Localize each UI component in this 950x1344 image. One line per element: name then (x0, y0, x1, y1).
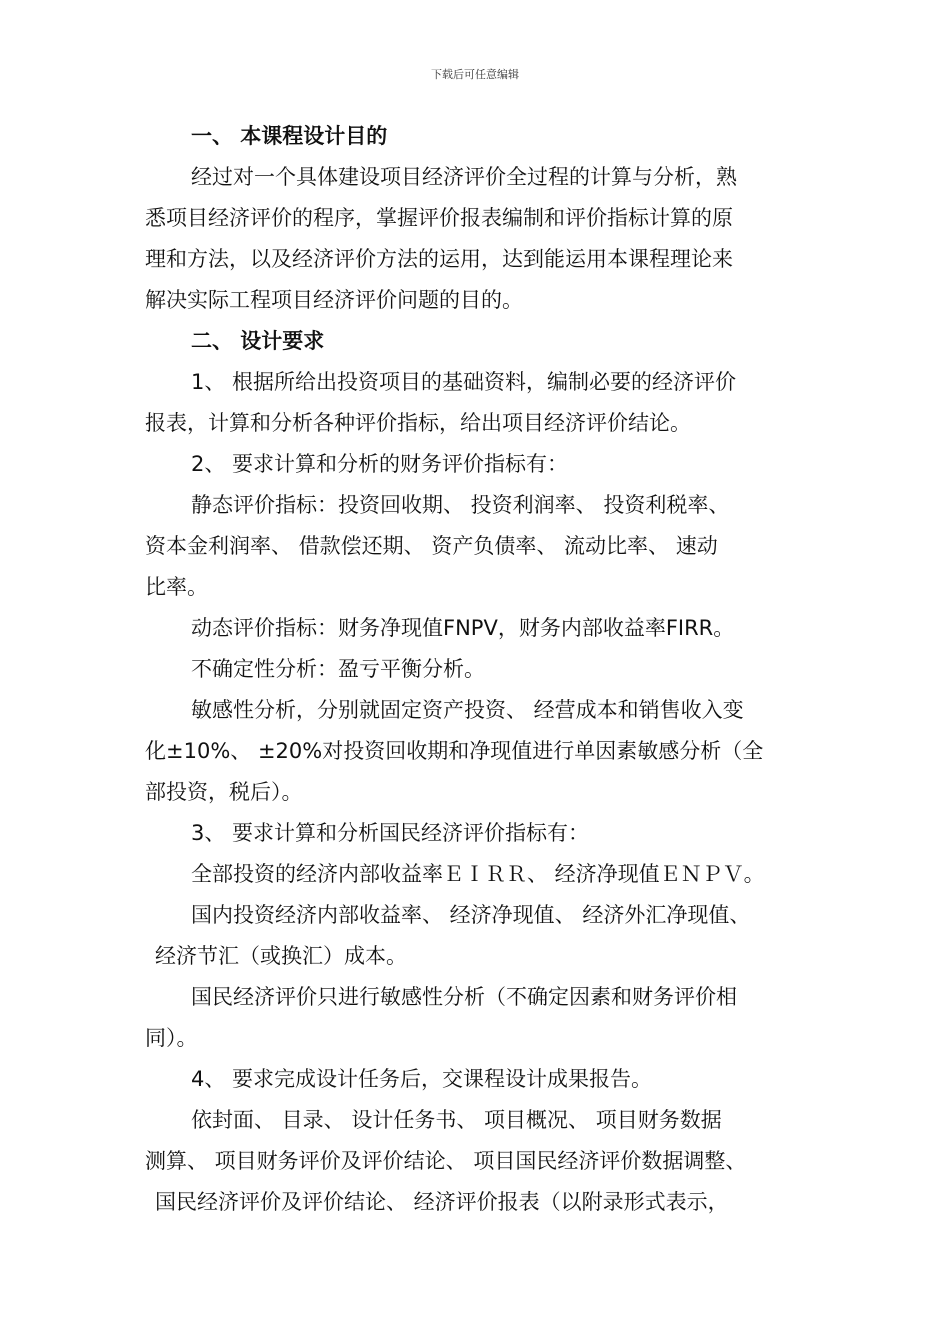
paragraph-line: 比率。 (145, 575, 208, 599)
paragraph-line: 国民经济评价只进行敏感性分析（不确定因素和财务评价相 (191, 985, 737, 1009)
document-body (145, 116, 825, 1223)
paragraph-line: 理和方法，以及经济评价方法的运用，达到能运用本课程理论来 (145, 247, 733, 271)
paragraph-line: 静态评价指标：投资回收期、 投资利润率、 投资利税率、 (191, 493, 730, 517)
paragraph-line: 全部投资的经济内部收益率ＥＩＲＲ、 经济净现值ＥＮＰＶ。 (191, 862, 765, 886)
list-item-2: 2、 要求计算和分析的财务评价指标有： (191, 452, 569, 476)
paragraph-line: 测算、 项目财务评价及评价结论、 项目国民经济评价数据调整、 (145, 1149, 747, 1173)
paragraph-line: 部投资，税后）。 (145, 780, 303, 804)
paragraph-line: 经济节汇（或换汇）成本。 (155, 944, 407, 968)
paragraph-line: 国民经济评价及评价结论、 经济评价报表（以附录形式表示， (155, 1190, 729, 1214)
list-item-1: 1、 根据所给出投资项目的基础资料，编制必要的经济评价 (191, 370, 737, 394)
list-item-3: 3、 要求计算和分析国民经济评价指标有： (191, 821, 590, 845)
paragraph-line: 敏感性分析，分别就固定资产投资、 经营成本和销售收入变 (191, 698, 744, 722)
paragraph-line: 不确定性分析：盈亏平衡分析。 (191, 657, 485, 681)
section-heading-1: 一、 本课程设计目的 (191, 124, 388, 148)
paragraph-line: 依封面、 目录、 设计任务书、 项目概况、 项目财务数据 (191, 1108, 722, 1132)
paragraph-line: 解决实际工程项目经济评价问题的目的。 (145, 288, 523, 312)
list-item-4: 4、 要求完成设计任务后，交课程设计成果报告。 (191, 1067, 653, 1091)
header-note: 下载后可任意编辑 (431, 68, 519, 81)
section-heading-2: 二、 设计要求 (191, 329, 325, 353)
paragraph-line: 资本金利润率、 借款偿还期、 资产负债率、 流动比率、 速动 (145, 534, 718, 558)
paragraph-line: 化±10%、 ±20%对投资回收期和净现值进行单因素敏感分析（全 (145, 739, 764, 763)
paragraph-line: 动态评价指标：财务净现值FNPV，财务内部收益率FIRR。 (191, 616, 735, 640)
paragraph-line: 报表，计算和分析各种评价指标，给出项目经济评价结论。 (145, 411, 691, 435)
paragraph-line: 经过对一个具体建设项目经济评价全过程的计算与分析，熟 (191, 165, 737, 189)
paragraph-line: 国内投资经济内部收益率、 经济净现值、 经济外汇净现值、 (191, 903, 751, 927)
paragraph-line: 同）。 (145, 1026, 198, 1050)
paragraph-line: 悉项目经济评价的程序，掌握评价报表编制和评价指标计算的原 (145, 206, 733, 230)
